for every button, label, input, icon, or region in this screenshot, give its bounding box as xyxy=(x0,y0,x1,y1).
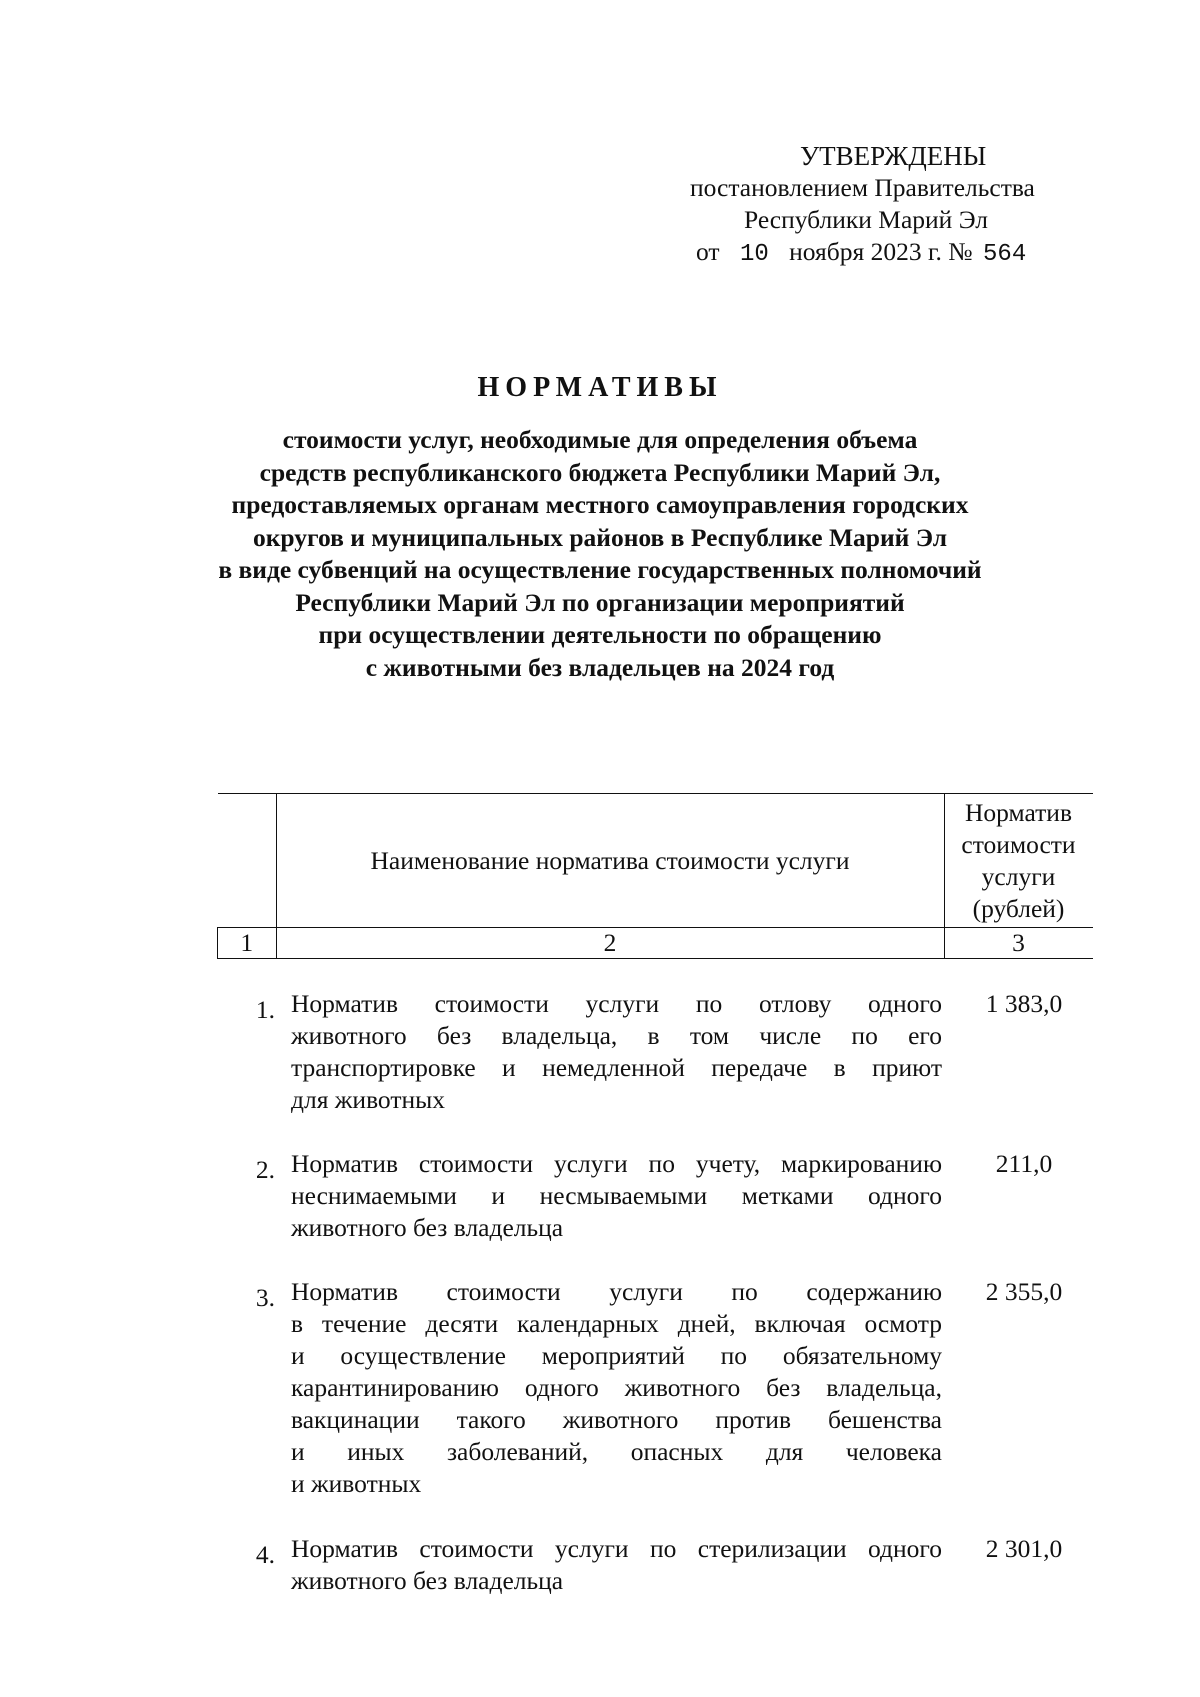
item-text xyxy=(287,988,942,1116)
subtitle-line: предоставляемых органам местного самоуправления городских xyxy=(231,490,969,519)
approval-title: УТВЕРЖДЕНЫ xyxy=(800,141,987,171)
item-amount: 2 355,0 xyxy=(985,1277,1063,1306)
item-text-line: неснимаемыми и несмываемыми метками одного xyxy=(291,1181,942,1210)
approval-date-prefix: от xyxy=(696,237,720,266)
header-norm-line: Норматив xyxy=(965,797,1072,827)
approval-date-line xyxy=(690,236,1110,271)
subtitle-line: округов и муниципальных районов в Республике Марий Эл xyxy=(252,522,948,552)
subtitle-line: средств республиканского бюджета Республики Марий Эл, xyxy=(259,457,941,487)
norms-list xyxy=(217,988,1090,1597)
list-item xyxy=(217,988,1090,1116)
header-norm-line: услуги xyxy=(981,861,1056,891)
list-item xyxy=(217,1533,1090,1597)
approval-block xyxy=(690,140,1110,271)
list-item xyxy=(217,1276,1090,1500)
approval-resolution-line: постановлением Правительства xyxy=(690,173,1035,202)
item-text-line: и осуществление мероприятий по обязательному xyxy=(291,1341,942,1370)
item-amount: 1 383,0 xyxy=(985,989,1063,1018)
item-text-line: транспортировке и немедленной передаче в приют xyxy=(291,1053,942,1082)
subtitle-line: стоимости услуг, необходимые для определения объема xyxy=(282,425,918,454)
item-amount: 211,0 xyxy=(995,1149,1053,1178)
item-text-line: и иных заболеваний, опасных для человека xyxy=(291,1437,942,1466)
item-number: 2. xyxy=(255,1155,275,1184)
table-column-number-row xyxy=(218,928,1093,959)
document-title: НОРМАТИВЫ xyxy=(477,372,723,403)
item-text-line: животного без владельца xyxy=(291,1213,564,1242)
header-cell-norm xyxy=(944,794,1093,928)
item-number: 4. xyxy=(255,1540,275,1569)
item-text-line: Норматив стоимости услуги по стерилизации одного xyxy=(291,1534,942,1563)
header-cell-number xyxy=(218,794,277,928)
approval-day: 10 xyxy=(739,241,769,268)
item-text-line: животного без владельца xyxy=(291,1566,564,1595)
subtitle-line: с животными без владельцев на 2024 год xyxy=(365,652,835,682)
approval-number: 564 xyxy=(983,241,1027,268)
item-text-line: Норматив стоимости услуги по отлову одного xyxy=(291,989,942,1018)
item-text xyxy=(287,1148,942,1244)
document-subtitle xyxy=(200,424,1000,684)
norms-table-header xyxy=(217,793,1093,959)
header-norm-line: (рублей) xyxy=(972,893,1065,923)
item-number: 3. xyxy=(255,1283,275,1312)
item-text-line: и животных xyxy=(291,1469,422,1498)
item-text xyxy=(287,1533,942,1597)
subtitle-line: при осуществлении деятельности по обращению xyxy=(318,620,882,649)
approval-republic-line: Республики Марий Эл xyxy=(744,205,988,234)
approval-date-mid: ноября 2023 г. № xyxy=(789,237,973,266)
item-text-line: в течение десяти календарных дней, включая осмотр xyxy=(291,1309,942,1338)
column-number-cell: 2 xyxy=(276,928,944,959)
header-norm-line: стоимости xyxy=(961,829,1076,859)
item-amount: 2 301,0 xyxy=(985,1534,1063,1563)
item-text-line: карантинированию одного животного без владельца, xyxy=(291,1373,942,1402)
column-number-cell: 3 xyxy=(944,928,1093,959)
column-number-cell: 1 xyxy=(218,928,277,959)
table-header-row xyxy=(218,794,1093,928)
item-text-line: животного без владельца, в том числе по его xyxy=(291,1021,942,1050)
item-text-line: Норматив стоимости услуги по учету, маркированию xyxy=(291,1149,942,1178)
item-text-line: Норматив стоимости услуги по содержанию xyxy=(291,1277,942,1306)
subtitle-line: Республики Марий Эл по организации мероприятий xyxy=(295,587,905,617)
item-text-line: вакцинации такого животного против бешенства xyxy=(291,1405,942,1434)
list-item xyxy=(217,1148,1090,1244)
item-text xyxy=(287,1276,942,1500)
item-text-line: для животных xyxy=(291,1085,446,1114)
subtitle-line: в виде субвенций на осуществление государственных полномочий xyxy=(218,555,982,584)
item-number: 1. xyxy=(255,995,275,1024)
header-cell-name: Наименование норматива стоимости услуги xyxy=(276,794,944,928)
